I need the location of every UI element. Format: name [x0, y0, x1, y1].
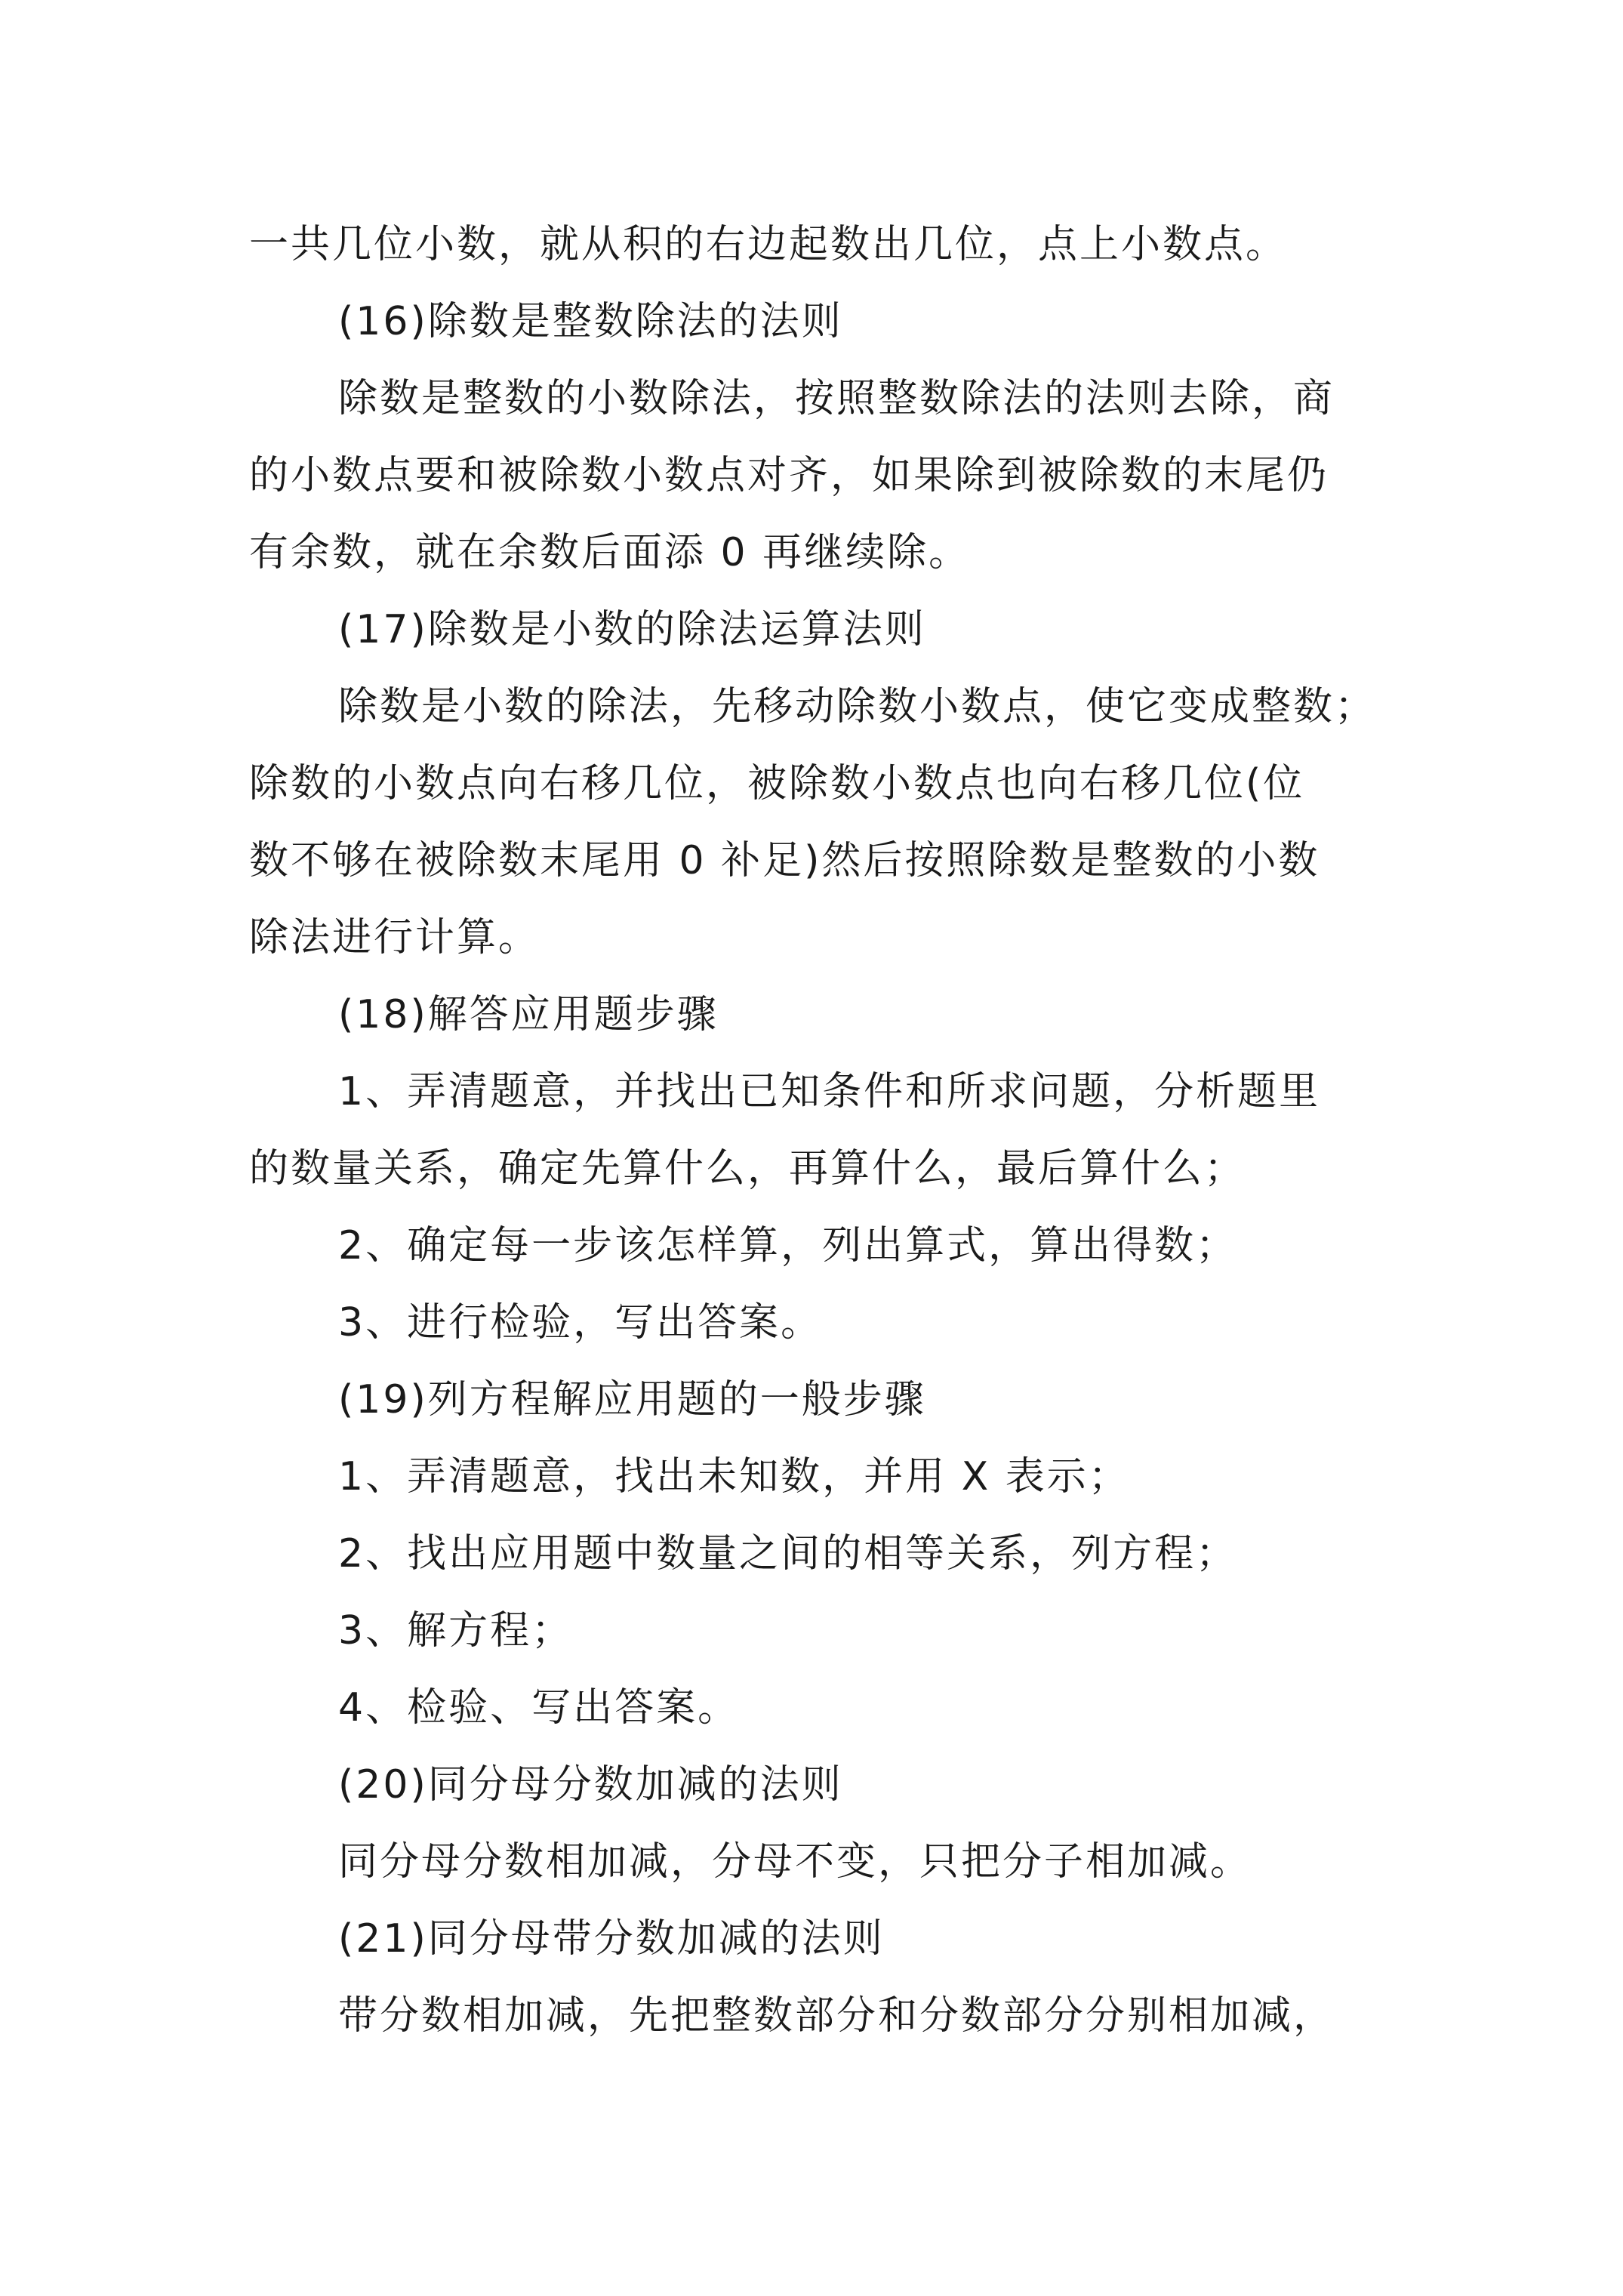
text-line: 除数是小数的除法，先移动除数小数点，使它变成整数； [338, 684, 1377, 729]
text-line: 的小数点要和被除数小数点对齐，如果除到被除数的末尾仍 [249, 453, 1329, 498]
text-line: 有余数，就在余数后面添 0 再继续除。 [249, 530, 971, 575]
section-heading: (21)同分母带分数加减的法则 [338, 1916, 885, 1962]
text-line: 的数量关系，确定先算什么，再算什么，最后算什么； [249, 1146, 1246, 1191]
list-item: 3、进行检验，写出答案。 [338, 1300, 823, 1345]
list-item: 1、弄清题意，并找出已知条件和所求问题，分析题里 [338, 1069, 1321, 1114]
text-line: 除数是整数的小数除法，按照整数除法的法则去除，商 [338, 376, 1335, 421]
text-line: 一共几位小数，就从积的右边起数出几位，点上小数点。 [249, 222, 1288, 267]
section-heading: (17)除数是小数的除法运算法则 [338, 607, 926, 652]
section-heading: (20)同分母分数加减的法则 [338, 1762, 843, 1808]
list-item: 2、找出应用题中数量之间的相等关系，列方程； [338, 1531, 1238, 1576]
list-item: 2、确定每一步该怎样算，列出算式，算出得数； [338, 1223, 1238, 1268]
section-heading: (16)除数是整数除法的法则 [338, 299, 843, 344]
text-line: 同分母分数相加减，分母不变，只把分子相加减。 [338, 1839, 1252, 1885]
section-heading: (18)解答应用题步骤 [338, 992, 719, 1037]
section-heading: (19)列方程解应用题的一般步骤 [338, 1377, 926, 1422]
text-line: 除法进行计算。 [249, 915, 540, 960]
list-item: 1、弄清题意，找出未知数，并用 X 表示； [338, 1454, 1130, 1499]
text-line: 数不够在被除数末尾用 0 补足)然后按照除数是整数的小数 [249, 838, 1320, 883]
list-item: 3、解方程； [338, 1608, 574, 1653]
text-line: 带分数相加减，先把整数部分和分数部分分别相加减， [338, 1993, 1335, 2039]
list-item: 4、检验、写出答案。 [338, 1685, 740, 1730]
text-line: 除数的小数点向右移几位，被除数小数点也向右移几位(位 [249, 761, 1305, 806]
